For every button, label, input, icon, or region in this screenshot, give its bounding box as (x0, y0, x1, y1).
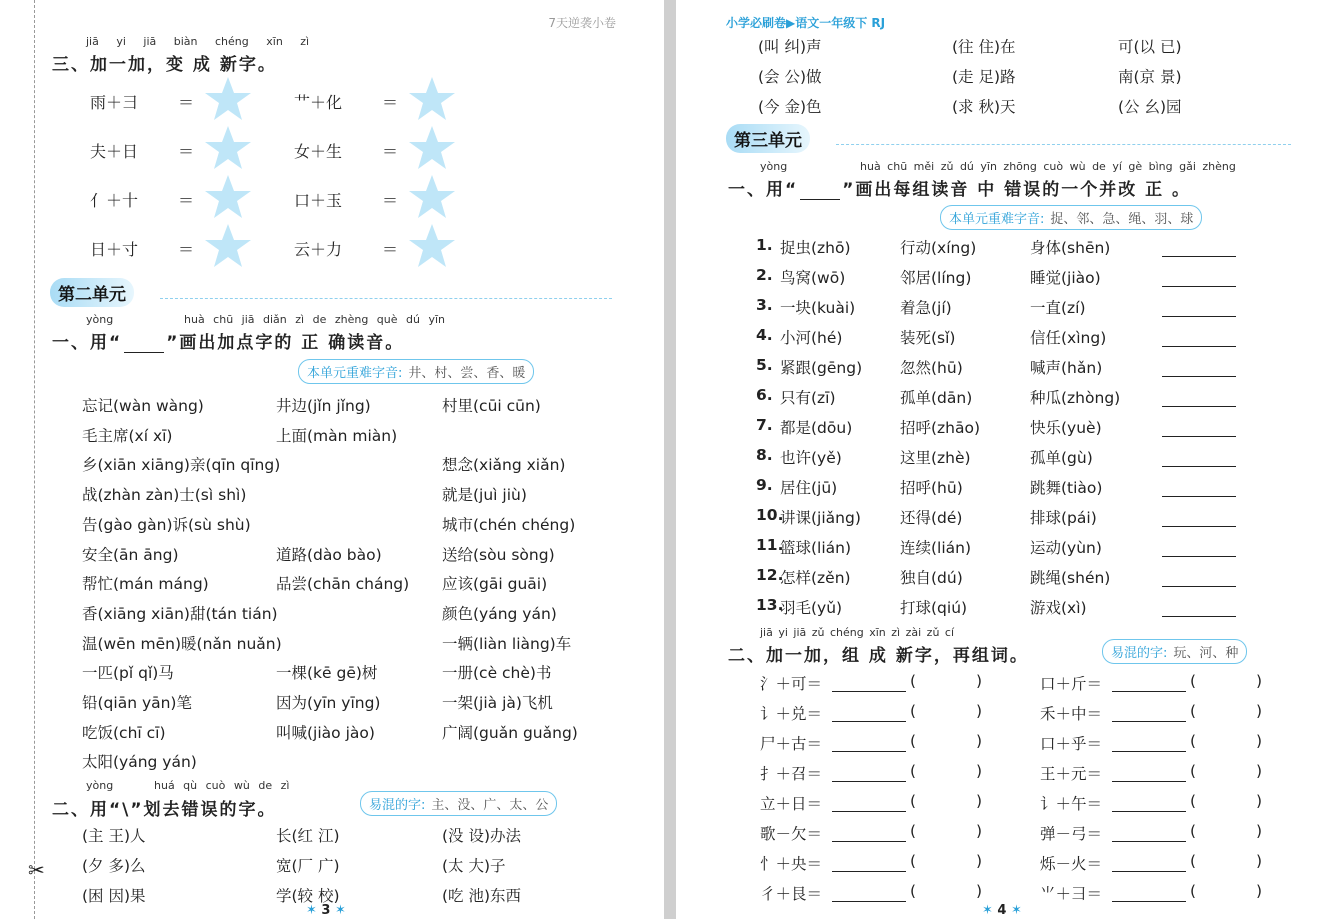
answer-blank[interactable] (1162, 526, 1236, 527)
choice-item: 南(京 景) (1118, 68, 1182, 86)
word-paren-open[interactable]: ( (1190, 702, 1197, 720)
word-paren-close[interactable]: ) (1256, 822, 1263, 840)
reading-item: 一棵(kē gē)树 (276, 664, 378, 683)
reading-item: 送给(sòu sòng) (442, 545, 555, 564)
reading-item: 独自(dú) (900, 569, 963, 587)
sec3-expression: 云＋力 (294, 240, 343, 259)
compose-expression: 口＋斤＝ (1040, 675, 1103, 693)
q1-pinyin-yong: yòng (86, 313, 114, 326)
unit3-title: 第三单元 (726, 124, 810, 153)
reading-item: 鸟窝(wō) (780, 269, 846, 287)
word-paren-close[interactable]: ) (976, 822, 983, 840)
reading-item: 想念(xiǎng xiǎn) (442, 456, 566, 475)
compose-expression: 王＋元＝ (1040, 765, 1103, 783)
reading-item: 都是(dōu) (780, 419, 853, 437)
reading-item: 装死(sǐ) (900, 329, 956, 347)
reading-item: 孤单(gù) (1030, 449, 1093, 467)
answer-blank[interactable] (1162, 286, 1236, 287)
compose-expression: 讠＋午＝ (1040, 795, 1103, 813)
left-page (0, 0, 664, 919)
word-paren-open[interactable]: ( (1190, 732, 1197, 750)
word-paren-close[interactable]: ) (1256, 732, 1263, 750)
item-number: 2. (756, 266, 773, 284)
sec3-equals: ＝ (382, 142, 399, 161)
cut-line (0, 0, 35, 919)
compose-expression: 讠＋兑＝ (760, 705, 823, 723)
word-paren-open[interactable]: ( (910, 732, 917, 750)
item-number: 5. (756, 356, 773, 374)
answer-blank[interactable] (1112, 841, 1186, 842)
choice-item: (求 秋)天 (952, 98, 1016, 116)
answer-blank[interactable] (832, 841, 906, 842)
reading-item: 村里(cūi cūn) (442, 397, 541, 415)
sec3-expression: 口＋玉 (294, 191, 343, 210)
answer-blank[interactable] (832, 871, 906, 872)
compose-expression: 氵＋可＝ (760, 675, 823, 693)
word-paren-close[interactable]: ) (976, 792, 983, 810)
answer-blank[interactable] (1162, 616, 1236, 617)
sec3-equals: ＝ (178, 142, 195, 161)
answer-star-icon[interactable] (204, 174, 252, 220)
choice-item: (会 公)做 (758, 68, 822, 86)
word-paren-close[interactable]: ) (976, 672, 983, 690)
word-paren-close[interactable]: ) (1256, 762, 1263, 780)
page-number: ✶ 3 ✶ (306, 903, 346, 918)
answer-star-icon[interactable] (204, 223, 252, 269)
item-number: 3. (756, 296, 773, 314)
item-number: 9. (756, 476, 773, 494)
compose-expression: 弹－弓＝ (1040, 825, 1103, 843)
q2-title: 二、用“\”划去错误的字。 (52, 800, 277, 820)
answer-blank[interactable] (1112, 811, 1186, 812)
reading-item: 太阳(yáng yán) (82, 753, 197, 772)
answer-blank[interactable] (1162, 376, 1236, 377)
compose-expression: 烁－火＝ (1040, 855, 1103, 873)
choice-item: (公 幺)园 (1118, 98, 1182, 116)
reading-item: 香(xiāng xiān)甜(tán tián) (82, 604, 278, 623)
reading-item: 帮忙(mán máng) (82, 575, 209, 594)
sec3-expression: 日＋寸 (90, 240, 139, 259)
word-paren-open[interactable]: ( (910, 762, 917, 780)
reading-item: 行动(xíng) (900, 239, 977, 257)
q2-title: 二、加一加，组 成 新字，再组词。 (728, 646, 1029, 666)
reading-item: 道路(dào bào) (276, 545, 382, 564)
reading-item: 吃饭(chī cī) (82, 723, 166, 742)
page-header: 小学必刷卷▶语文一年级下 RJ (726, 16, 886, 30)
sec3-equals: ＝ (178, 191, 195, 210)
reading-item: 招呼(hū) (900, 479, 963, 497)
q1-pinyin: huà chū jiā diǎn zì de zhèng què dú yīn (184, 313, 446, 326)
compose-expression: 口＋乎＝ (1040, 735, 1103, 753)
answer-blank[interactable] (1162, 466, 1236, 467)
word-paren-open[interactable]: ( (1190, 672, 1197, 690)
choice-item: (没 设)办法 (442, 827, 522, 845)
sec3-pinyin: jiā yi jiā biàn chéng xīn zì (86, 35, 310, 48)
answer-blank[interactable] (1162, 346, 1236, 347)
unit-divider (160, 298, 612, 299)
reading-item: 孤单(dān) (900, 389, 973, 407)
reading-item: 一架(jià jà)飞机 (442, 694, 553, 712)
item-number: 10. (756, 506, 784, 524)
word-paren-close[interactable]: ) (1256, 792, 1263, 810)
reading-item: 种瓜(zhòng) (1030, 389, 1121, 407)
compose-expression: 歌－欠＝ (760, 825, 823, 843)
reading-item: 品尝(chān cháng) (276, 575, 410, 594)
reading-item: 一直(zí) (1030, 299, 1086, 317)
answer-blank[interactable] (1112, 691, 1186, 692)
q1-pinyin-yong: yòng (760, 160, 788, 173)
item-number: 7. (756, 416, 773, 434)
answer-blank[interactable] (832, 721, 906, 722)
reading-item: 篮球(lián) (780, 539, 852, 557)
word-paren-close[interactable]: ) (1256, 672, 1263, 690)
reading-item: 邻居(líng) (900, 269, 972, 287)
reading-item: 上面(màn miàn) (276, 426, 398, 445)
reading-item: 还得(dé) (900, 509, 963, 527)
item-number: 8. (756, 446, 773, 464)
answer-blank[interactable] (1112, 901, 1186, 902)
choice-item: 学(较 校) (276, 887, 340, 905)
item-number: 1. (756, 236, 773, 254)
answer-blank[interactable] (832, 751, 906, 752)
reading-item: 游戏(xì) (1030, 599, 1087, 617)
reading-item: 就是(juì jiù) (442, 486, 527, 505)
reading-item: 跳绳(shén) (1030, 569, 1111, 587)
sec3-equals: ＝ (382, 240, 399, 259)
right-page (676, 0, 1329, 919)
choice-item: (主 王)人 (82, 827, 146, 845)
reading-item: 身体(shēn) (1030, 239, 1111, 257)
sec3-expression: 艹＋化 (294, 93, 343, 112)
q2-pinyin: huá qù cuò wù de zì (154, 779, 290, 792)
reading-item: 捉虫(zhō) (780, 239, 851, 257)
sec3-expression: 夫＋日 (90, 142, 139, 161)
answer-blank[interactable] (1162, 256, 1236, 257)
reading-item: 紧跟(gēng) (780, 359, 863, 377)
compose-expression: 彳＋艮＝ (760, 885, 823, 903)
reading-item: 毛主席(xí xī) (82, 426, 173, 445)
q1-pinyin: huà chū měi zǔ dú yīn zhōng cuò wù de yí gè bìng gǎi zhèng (860, 160, 1236, 173)
page-header: 7天逆袭小卷 (548, 16, 616, 30)
answer-blank[interactable] (832, 811, 906, 812)
compose-expression: 忄＋央＝ (760, 855, 823, 873)
reading-item: 羽毛(yǔ) (780, 599, 843, 617)
answer-star-icon[interactable] (408, 223, 456, 269)
choice-item: (太 大)子 (442, 857, 506, 875)
hint-key-sounds: 本单元重难字音: 井、村、尝、香、暖 (298, 359, 534, 384)
word-paren-open[interactable]: ( (910, 792, 917, 810)
word-paren-close[interactable]: ) (976, 702, 983, 720)
reading-item: 战(zhàn zàn)士(sì shì) (82, 486, 247, 505)
word-paren-close[interactable]: ) (1256, 852, 1263, 870)
compose-expression: 尸＋古＝ (760, 735, 823, 753)
word-paren-open[interactable]: ( (1190, 822, 1197, 840)
hint-key-sounds: 本单元重难字音: 捉、邻、急、绳、羽、球 (940, 205, 1202, 230)
reading-item: 一册(cè chè)书 (442, 664, 552, 683)
choice-item: (走 足)路 (952, 68, 1016, 86)
reading-item: 小河(hé) (780, 329, 843, 347)
reading-item: 叫喊(jiào jào) (276, 723, 375, 742)
answer-star-icon[interactable] (408, 76, 456, 122)
answer-blank[interactable] (1112, 751, 1186, 752)
q2-pinyin: jiā yi jiā zǔ chéng xīn zì zài zǔ cí (760, 626, 955, 639)
reading-item: 安全(ān āng) (82, 545, 179, 564)
reading-item: 应该(gāi guāi) (442, 575, 548, 594)
choice-item: (吃 池)东西 (442, 887, 522, 905)
answer-blank[interactable] (832, 901, 906, 902)
reading-item: 忽然(hū) (900, 359, 963, 377)
reading-item: 这里(zhè) (900, 449, 971, 467)
item-number: 13. (756, 596, 784, 614)
scissors-icon: ✂ (28, 858, 45, 882)
word-paren-open[interactable]: ( (1190, 762, 1197, 780)
choice-item: (叫 纠)声 (758, 38, 822, 56)
reading-item: 温(wēn mēn)暖(nǎn nuǎn) (82, 634, 282, 653)
answer-blank[interactable] (1162, 436, 1236, 437)
compose-expression: 扌＋召＝ (760, 765, 823, 783)
hint-confusing-chars: 易混的字: 主、没、广、太、公 (360, 791, 557, 816)
reading-item: 连续(lián) (900, 539, 972, 557)
word-paren-close[interactable]: ) (1256, 702, 1263, 720)
word-paren-close[interactable]: ) (976, 852, 983, 870)
word-paren-open[interactable]: ( (910, 672, 917, 690)
answer-star-icon[interactable] (204, 125, 252, 171)
reading-item: 跳舞(tiào) (1030, 479, 1103, 497)
word-paren-close[interactable]: ) (976, 732, 983, 750)
word-paren-open[interactable]: ( (910, 822, 917, 840)
item-number: 11. (756, 536, 784, 554)
answer-star-icon[interactable] (408, 125, 456, 171)
word-paren-open[interactable]: ( (910, 852, 917, 870)
reading-item: 井边(jǐn jǐng) (276, 397, 371, 415)
sec3-expression: 雨＋彐 (90, 93, 139, 112)
q1-title: 一、用“ ”画出加点字的 正 确读音。 (52, 333, 405, 353)
sec3-title: 三、加一加，变 成 新字。 (52, 55, 277, 75)
hint-confusing-chars: 易混的字: 玩、河、种 (1102, 639, 1247, 664)
word-paren-close[interactable]: ) (976, 882, 983, 900)
sec3-equals: ＝ (178, 240, 195, 259)
compose-expression: 禾＋中＝ (1040, 705, 1103, 723)
reading-item: 喊声(hǎn) (1030, 359, 1103, 377)
sec3-expression: 女＋生 (294, 142, 343, 161)
reading-item: 因为(yīn yīng) (276, 694, 381, 712)
compose-expression: 立＋日＝ (760, 795, 823, 813)
compose-expression: ⺌＋彐＝ (1040, 885, 1103, 903)
reading-item: 着急(jí) (900, 299, 952, 317)
answer-blank[interactable] (832, 691, 906, 692)
choice-item: (夕 多)么 (82, 857, 146, 875)
reading-item: 居住(jū) (780, 479, 838, 497)
q1-title: 一、用“ ”画出每组读音 中 错误的一个并改 正 。 (728, 180, 1192, 200)
reading-item: 排球(pái) (1030, 509, 1097, 527)
word-paren-close[interactable]: ) (1256, 882, 1263, 900)
item-number: 12. (756, 566, 784, 584)
answer-blank[interactable] (832, 781, 906, 782)
word-paren-open[interactable]: ( (1190, 852, 1197, 870)
reading-item: 一辆(liàn liàng)车 (442, 634, 572, 653)
reading-item: 颜色(yáng yán) (442, 604, 557, 623)
reading-item: 讲课(jiǎng) (780, 509, 861, 527)
answer-blank[interactable] (1112, 871, 1186, 872)
word-paren-open[interactable]: ( (1190, 792, 1197, 810)
answer-blank[interactable] (1112, 781, 1186, 782)
word-paren-open[interactable]: ( (1190, 882, 1197, 900)
reading-item: 睡觉(jiào) (1030, 269, 1101, 287)
reading-item: 快乐(yuè) (1030, 419, 1102, 437)
answer-star-icon[interactable] (408, 174, 456, 220)
reading-item: 只有(zī) (780, 389, 836, 407)
choice-item: 宽(厂 广) (276, 857, 340, 875)
reading-item: 怎样(zěn) (780, 569, 851, 587)
choice-item: (往 住)在 (952, 38, 1016, 56)
reading-item: 也许(yě) (780, 449, 842, 467)
answer-blank[interactable] (1162, 316, 1236, 317)
choice-item: 可(以 已) (1118, 38, 1182, 56)
answer-star-icon[interactable] (204, 76, 252, 122)
word-paren-open[interactable]: ( (910, 882, 917, 900)
word-paren-open[interactable]: ( (910, 702, 917, 720)
answer-blank[interactable] (1162, 556, 1236, 557)
sec3-equals: ＝ (178, 93, 195, 112)
item-number: 4. (756, 326, 773, 344)
sec3-equals: ＝ (382, 93, 399, 112)
sec3-expression: 亻＋十 (90, 191, 139, 210)
reading-item: 告(gào gàn)诉(sù shù) (82, 515, 251, 534)
reading-item: 信任(xìng) (1030, 329, 1107, 347)
reading-item: 打球(qiú) (900, 599, 968, 617)
reading-item: 一匹(pǐ qǐ)马 (82, 664, 174, 683)
reading-item: 广阔(guǎn guǎng) (442, 723, 578, 742)
reading-item: 一块(kuài) (780, 299, 856, 317)
item-number: 6. (756, 386, 773, 404)
reading-item: 招呼(zhāo) (900, 419, 981, 437)
page-number: ✶ 4 ✶ (982, 903, 1022, 918)
unit-divider (836, 144, 1291, 145)
reading-item: 铅(qiān yān)笔 (82, 694, 192, 712)
unit2-title: 第二单元 (50, 278, 134, 307)
q2-pinyin-yong: yòng (86, 779, 114, 792)
choice-item: 长(红 江) (276, 827, 340, 845)
answer-blank[interactable] (1162, 406, 1236, 407)
reading-item: 运动(yùn) (1030, 539, 1102, 557)
reading-item: 乡(xiān xiāng)亲(qīn qīng) (82, 456, 281, 475)
sec3-equals: ＝ (382, 191, 399, 210)
answer-blank[interactable] (1162, 586, 1236, 587)
answer-blank[interactable] (1112, 721, 1186, 722)
choice-item: (今 金)色 (758, 98, 822, 116)
word-paren-close[interactable]: ) (976, 762, 983, 780)
reading-item: 城市(chén chéng) (442, 515, 576, 534)
choice-item: (困 因)果 (82, 887, 146, 905)
reading-item: 忘记(wàn wàng) (82, 397, 204, 415)
answer-blank[interactable] (1162, 496, 1236, 497)
